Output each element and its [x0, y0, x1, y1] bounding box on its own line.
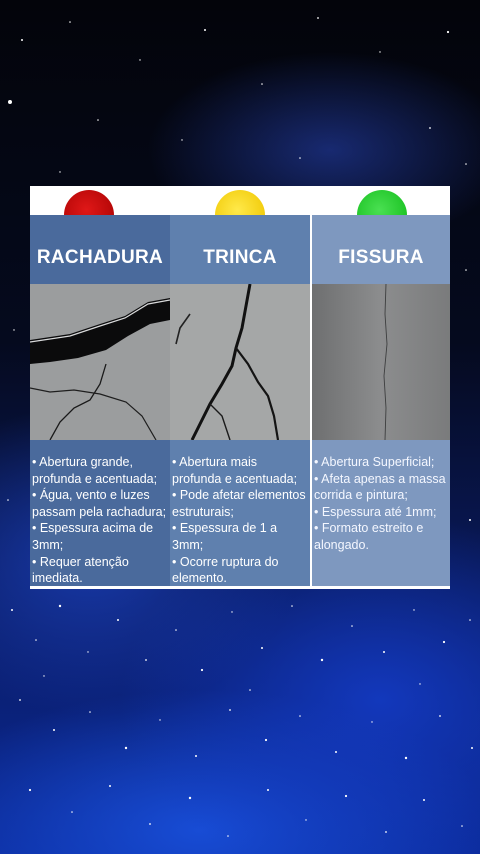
bullet-item: • Água, vento e luzes passam pela rachadura; — [32, 488, 167, 519]
bullet-item: • Ocorre ruptura do elemento. — [172, 554, 279, 586]
column-title: RACHADURA — [30, 215, 170, 270]
column-fissura — [312, 215, 450, 586]
bullet-item: • Abertura grande, profunda e acentuada; — [32, 455, 158, 486]
trinca-crack-image — [170, 284, 310, 440]
bullet-item: • Afeta apenas a massa corrida e pintura; — [314, 471, 446, 503]
column-trinca — [170, 215, 310, 586]
crack-comparison-card — [30, 186, 450, 589]
bullet-item: • Requer atenção imediata. — [32, 554, 129, 586]
fissura-crack-image — [312, 284, 450, 440]
bullet-item: • Pode afetar elementos estruturais; — [172, 488, 306, 519]
column-bullets — [170, 454, 310, 586]
bullet-item: • Espessura até 1mm; — [314, 504, 437, 519]
bullet-item: • Abertura Superficial; — [314, 455, 435, 469]
column-title: FISSURA — [312, 215, 450, 270]
column-bullets — [312, 454, 450, 554]
rachadura-crack-image — [30, 284, 170, 440]
column-title: TRINCA — [170, 215, 310, 270]
bullet-item: • Formato estreito e alongado. — [314, 521, 424, 552]
column-bullets — [30, 454, 170, 586]
bullet-item: • Espessura acima de 3mm; — [32, 521, 154, 552]
bullet-item: • Espessura de 1 a 3mm; — [172, 521, 278, 552]
bullet-item: • Abertura mais profunda e acentuada; — [172, 455, 298, 486]
column-rachadura — [30, 215, 170, 586]
